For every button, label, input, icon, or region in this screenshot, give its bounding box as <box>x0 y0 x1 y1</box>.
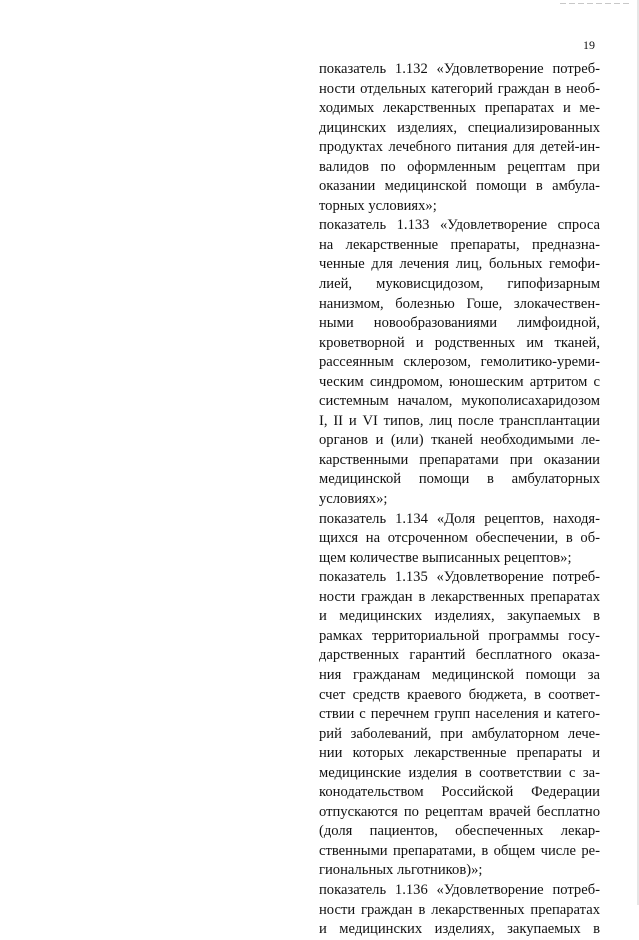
text-line: рамках территориальной программы госу- <box>319 627 600 644</box>
text-line: оказании медицинской помощи в амбула- <box>319 178 600 195</box>
text-line: показатель 1.132 «Удовлетворение потреб- <box>319 61 600 77</box>
page-number: 19 <box>583 38 595 52</box>
text-line: медицинской помощи в амбулаторных <box>319 471 600 488</box>
scan-artifact-line <box>560 3 630 4</box>
text-line: дарственных гарантий бесплатного оказа- <box>319 647 600 664</box>
text-line: продуктах лечебного питания для детей-ин- <box>319 139 600 156</box>
text-line: ными новообразованиями лимфоидной, <box>319 315 600 332</box>
text-line: нии которых лекарственные препараты и <box>319 745 600 762</box>
text-line: щем количестве выписанных рецептов»; <box>319 549 572 566</box>
text-line: ственными препаратами, в общем числе ре- <box>319 842 600 859</box>
text-line: нанизмом, болезнью Гоше, злокачествен- <box>319 295 600 312</box>
text-line: ности граждан в лекарственных препаратах <box>319 588 600 605</box>
text-line: рий заболеваний, при амбулаторном лече- <box>319 725 600 742</box>
text-line: и медицинских изделиях, закупаемых в <box>319 921 600 938</box>
text-line: рассеянным склерозом, гемолитико-уреми- <box>319 354 600 371</box>
text-line: ния гражданам медицинской помощи за <box>319 666 600 683</box>
text-line: гиональных льготников)»; <box>319 862 483 879</box>
text-line: медицинские изделия в соответствии с за- <box>319 764 600 781</box>
text-line: I, II и VI типов, лиц после трансплантации <box>319 412 600 429</box>
text-line: органов и (или) тканей необходимыми ле- <box>319 432 600 449</box>
text-line: торных условиях»; <box>319 197 437 214</box>
text-line: валидов по оформленным рецептам при <box>319 158 600 175</box>
text-line: (доля пациентов, обеспеченных лекар- <box>319 823 600 840</box>
text-line: ходимых лекарственных препаратах и ме- <box>319 100 600 117</box>
text-line: отпускаются по рецептам врачей бесплатно <box>319 803 600 820</box>
text-line: показатель 1.136 «Удовлетворение потреб- <box>319 881 600 898</box>
body-text-column <box>319 60 600 940</box>
text-line: системным началом, мукополисахаридозом <box>319 393 600 410</box>
text-line: лией, муковисцидозом, гипофизарным <box>319 276 600 293</box>
text-line: условиях»; <box>319 491 388 508</box>
text-line: дицинских изделиях, специализированных <box>319 119 600 136</box>
text-line: показатель 1.134 «Доля рецептов, находя- <box>319 510 600 527</box>
text-line: ности отдельных категорий граждан в необ- <box>319 80 600 97</box>
text-line: счет средств краевого бюджета, в соответ- <box>319 686 600 703</box>
text-line: ченные для лечения лиц, больных гемофи- <box>319 256 600 273</box>
text-line: ческим синдромом, юношеским артритом с <box>319 373 600 390</box>
text-line: показатель 1.133 «Удовлетворение спроса <box>319 217 600 234</box>
text-line: ности граждан в лекарственных препаратах <box>319 901 600 918</box>
text-line: щихся на отсроченном обеспечении, в об- <box>319 530 600 547</box>
text-line: показатель 1.135 «Удовлетворение потреб- <box>319 569 600 586</box>
text-line: конодательством Российской Федерации <box>319 784 600 801</box>
text-line: на лекарственные препараты, предназна- <box>319 236 600 253</box>
text-line: и медицинских изделиях, закупаемых в <box>319 608 600 625</box>
text-line: карственными препаратами при оказании <box>319 451 600 468</box>
text-line: кроветворной и родственных им тканей, <box>319 334 600 351</box>
text-line: ствии с перечнем групп населения и катего- <box>319 706 600 723</box>
